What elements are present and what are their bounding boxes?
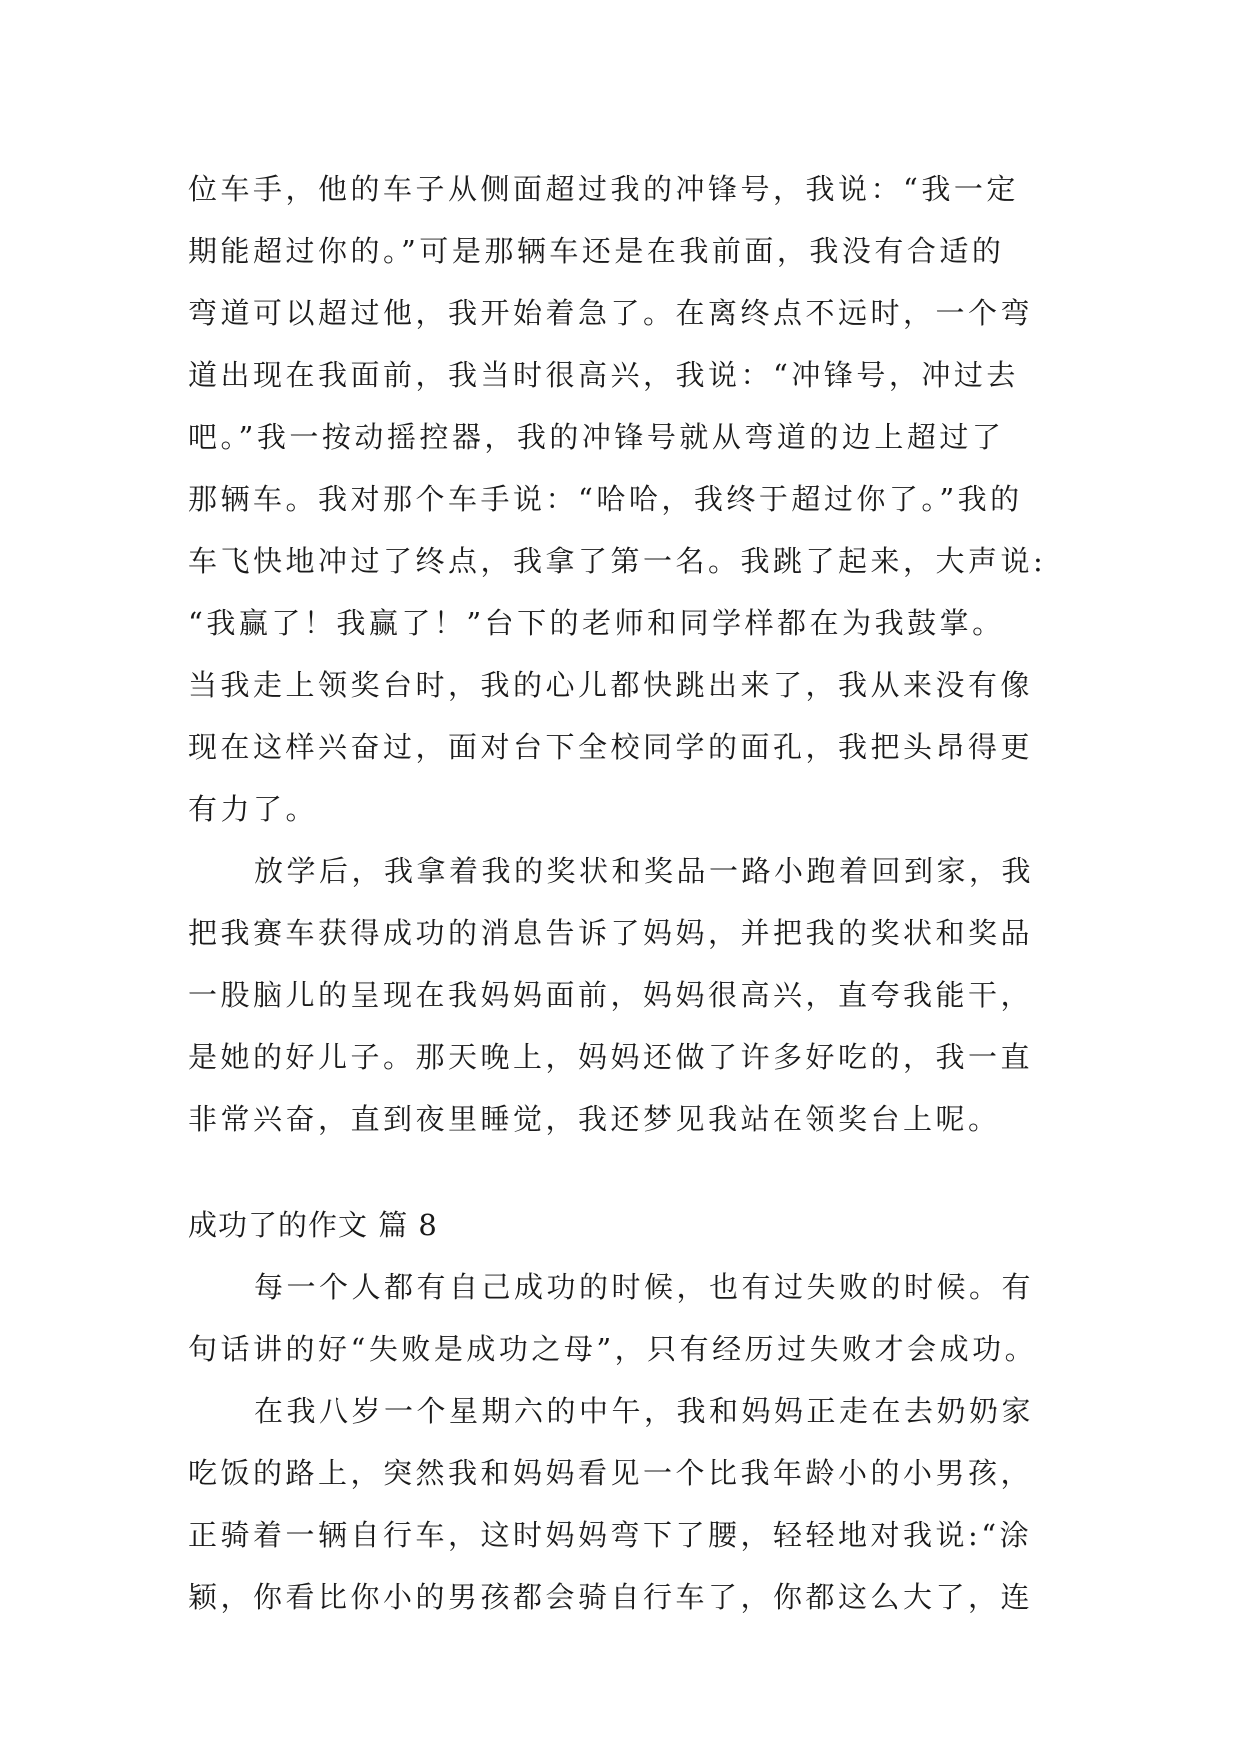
paragraph-intro <box>188 1256 1068 1380</box>
text-line: 那辆车。我对那个车手说：“哈哈，我终于超过你了。”我的 <box>188 482 1023 516</box>
text-line: 现在这样兴奋过，面对台下全校同学的面孔，我把头昂得更 <box>188 730 1034 764</box>
text-line: 车飞快地冲过了终点，我拿了第一名。我跳了起来，大声说: <box>188 544 1047 578</box>
text-line: 放学后，我拿着我的奖状和奖品一路小跑着回到家，我 <box>254 854 1035 888</box>
section-gap <box>188 1150 1068 1194</box>
text-line: 道出现在我面前，我当时很高兴，我说：“冲锋号，冲过去 <box>188 358 1019 392</box>
text-line: 是她的好儿子。那天晚上，妈妈还做了许多好吃的，我一直 <box>188 1040 1034 1074</box>
text-line: 弯道可以超过他，我开始着急了。在离终点不远时，一个弯 <box>188 296 1034 330</box>
text-line: 有力了。 <box>188 792 319 826</box>
paragraph-bicycle <box>188 1380 1068 1628</box>
text-line: 在我八岁一个星期六的中午，我和妈妈正走在去奶奶家 <box>254 1394 1035 1428</box>
text-line: 颖，你看比你小的男孩都会骑自行车了，你都这么大了，连 <box>188 1580 1034 1614</box>
paragraph-after-school <box>188 840 1068 1150</box>
text-line: 非常兴奋，直到夜里睡觉，我还梦见我站在领奖台上呢。 <box>188 1102 1001 1136</box>
text-line: 句话讲的好“失败是成功之母”，只有经历过失败才会成功。 <box>188 1332 1038 1366</box>
section-heading: 成功了的作文 篇 8 <box>188 1208 438 1242</box>
document-page <box>188 158 1068 1628</box>
text-line: 把我赛车获得成功的消息告诉了妈妈，并把我的奖状和奖品 <box>188 916 1034 950</box>
text-line: 正骑着一辆自行车，这时妈妈弯下了腰，轻轻地对我说:“涂 <box>188 1518 1033 1552</box>
text-line: 一股脑儿的呈现在我妈妈面前，妈妈很高兴，直夸我能干， <box>188 978 1034 1012</box>
text-line: 期能超过你的。”可是那辆车还是在我前面，我没有合适的 <box>188 234 1005 268</box>
text-line: 位车手，他的车子从侧面超过我的冲锋号，我说：“我一定 <box>188 172 1019 206</box>
text-line: 当我走上领奖台时，我的心儿都快跳出来了，我从来没有像 <box>188 668 1034 702</box>
text-line: 吃饭的路上，突然我和妈妈看见一个比我年龄小的小男孩， <box>188 1456 1034 1490</box>
text-line: 每一个人都有自己成功的时候，也有过失败的时候。有 <box>254 1270 1035 1304</box>
paragraph-race-continuation <box>188 158 1068 840</box>
text-line: “我赢了！我赢了！”台下的老师和同学样都在为我鼓掌。 <box>188 606 1005 640</box>
text-line: 吧。”我一按动摇控器，我的冲锋号就从弯道的边上超过了 <box>188 420 1005 454</box>
